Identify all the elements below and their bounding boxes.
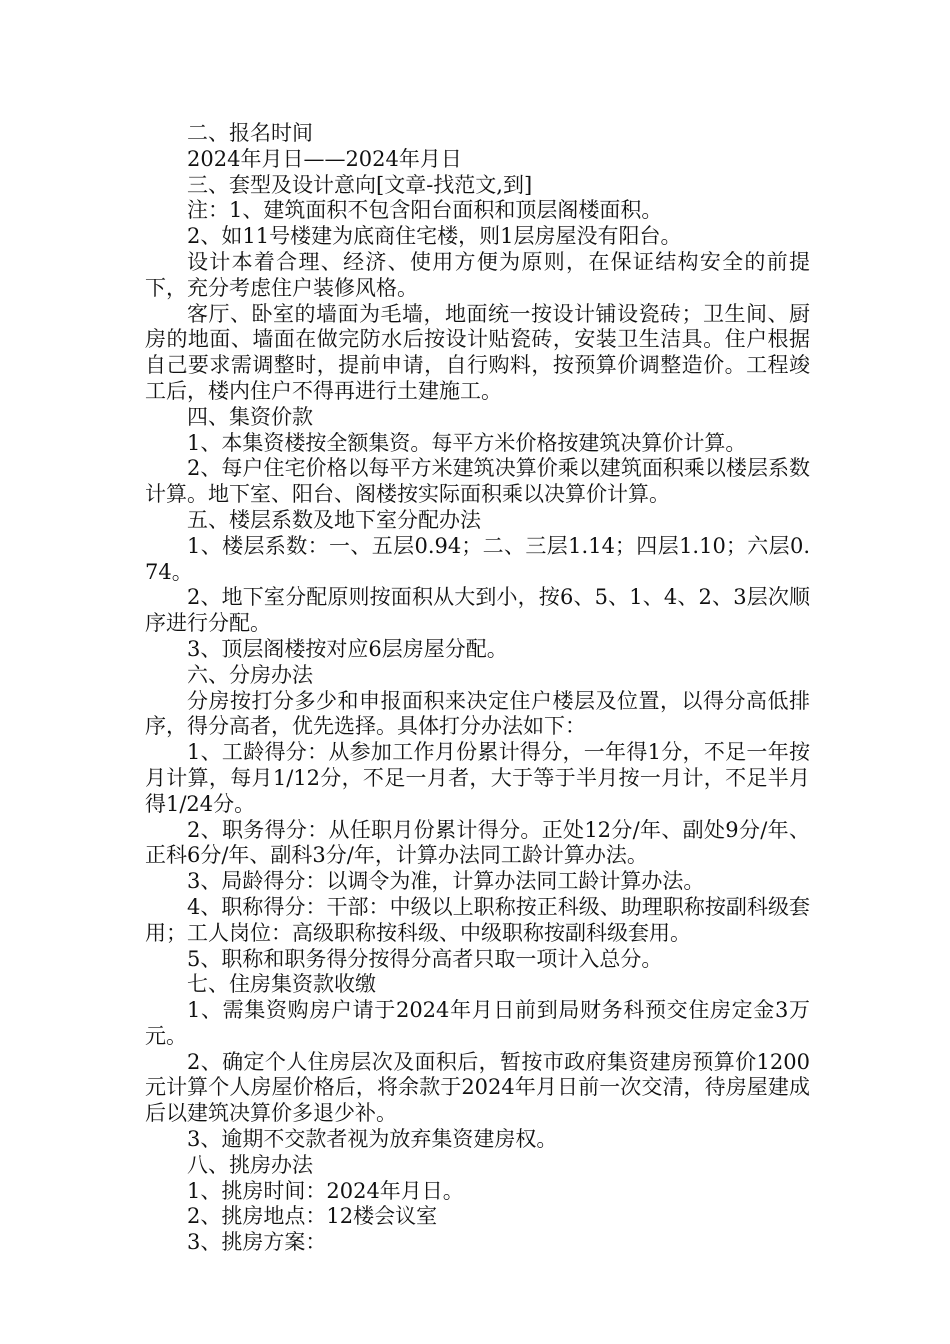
- price-item: 2、每户住宅价格以每平方米建筑决算价乘以建筑面积乘以楼层系数计算。地下室、阳台、阁楼按实际面积乘以决算价计算。: [145, 456, 810, 507]
- section-heading-floor-coefficients: 五、楼层系数及地下室分配办法: [187, 507, 481, 532]
- section-heading-price: 四、集资价款: [187, 404, 313, 429]
- section-heading-registration-time: 二、报名时间: [187, 121, 313, 145]
- document-body: [145, 121, 810, 1256]
- note-paragraph: 2、如11号楼建为底商住宅楼，则1层房屋没有阳台。: [187, 224, 682, 249]
- scoring-item: 3、局龄得分：以调令为准，计算办法同工龄计算办法。: [187, 869, 705, 894]
- selection-item: 3、挑房方案：: [187, 1230, 327, 1255]
- allocation-intro: 分房按打分多少和申报面积来决定住户楼层及位置，以得分高低排序，得分高者，优先选择。具体打分办法如下：: [145, 688, 810, 739]
- scoring-item: 4、职称得分：干部：中级以上职称按正科级、助理职称按副科级套用；工人岗位：高级职称按科级、中级职称按副科级套用。: [145, 894, 810, 945]
- floor-item: 1、楼层系数：一、五层0.94；二、三层1.14；四层1.10；六层0.74。: [145, 533, 810, 584]
- floor-item: 2、地下室分配原则按面积从大到小，按6、5、1、4、2、3层次顺序进行分配。: [145, 585, 810, 636]
- payment-item: 1、需集资购房户请于2024年月日前到局财务科预交住房定金3万元。: [145, 998, 810, 1048]
- scoring-item: 5、职称和职务得分按得分高者只取一项计入总分。: [187, 946, 663, 971]
- section-heading-unit-types: 三、套型及设计意向[文章-找范文,到]: [187, 172, 533, 197]
- section-heading-allocation: 六、分房办法: [187, 662, 313, 687]
- scoring-item: 1、工龄得分：从参加工作月份累计得分，一年得1分，不足一年按月计算，每月1/12分，不足一月者，大于等于半月按一月计，不足半月得1/24分。: [145, 740, 810, 816]
- payment-item: 3、逾期不交款者视为放弃集资建房权。: [187, 1127, 558, 1152]
- selection-item: 1、挑房时间：2024年月日。: [187, 1178, 464, 1203]
- floor-item: 3、顶层阁楼按对应6层房屋分配。: [187, 636, 508, 661]
- section-heading-payment: 七、住房集资款收缴: [187, 972, 376, 997]
- selection-item: 2、挑房地点：12楼会议室: [187, 1204, 438, 1229]
- decoration-paragraph: 客厅、卧室的墙面为毛墙，地面统一按设计铺设瓷砖；卫生间、厨房的地面、墙面在做完防水后按设计贴瓷砖，安装卫生洁具。住户根据自己要求需调整时，提前申请，自行购料，按预算价调整造价。工程竣工后，楼内住户不得再进行土建施工。: [145, 301, 810, 403]
- price-item: 1、本集资楼按全额集资。每平方米价格按建筑决算价计算。: [187, 430, 747, 455]
- scoring-item: 2、职务得分：从任职月份累计得分。正处12分/年、副处9分/年、正科6分/年、副科3分/年，计算办法同工龄计算办法。: [145, 817, 810, 868]
- section-heading-selection: 八、挑房办法: [187, 1152, 313, 1177]
- payment-item: 2、确定个人住房层次及面积后，暂按市政府集资建房预算价1200元计算个人房屋价格后，将余款于2024年月日前一次交清，待房屋建成后以建筑决算价多退少补。: [145, 1049, 810, 1126]
- note-paragraph: 注：1、建筑面积不包含阳台面积和顶层阁楼面积。: [187, 198, 663, 223]
- design-principle-paragraph: 设计本着合理、经济、使用方便为原则，在保证结构安全的前提下，充分考虑住户装修风格。: [145, 249, 810, 300]
- registration-date-range: 2024年月日——2024年月日: [187, 146, 462, 171]
